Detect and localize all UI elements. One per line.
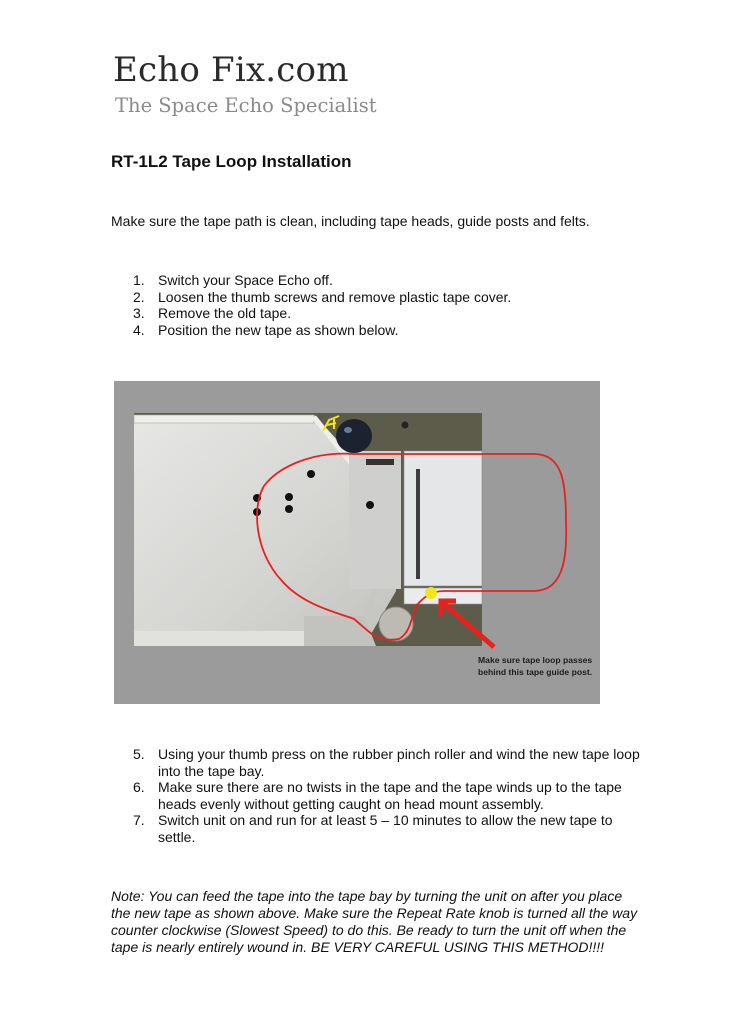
thumb-screw-knob: [336, 419, 372, 453]
step-item: [113, 812, 653, 845]
step-number: 5.: [133, 746, 145, 762]
screw-hole: [366, 501, 374, 509]
screw-hole: [402, 422, 409, 429]
step-text: Position the new tape as shown below.: [158, 321, 399, 338]
top-rail: [134, 415, 314, 423]
step-item: [113, 322, 653, 339]
step-item: [113, 746, 653, 779]
step-text: Remove the old tape.: [158, 305, 292, 321]
steps-list-after-photo: [113, 746, 653, 845]
tape-head: [366, 459, 394, 465]
photo-callout-text: Make sure tape loop passes behind this tape guide post.: [478, 655, 593, 677]
step-text: Loosen the thumb screws and remove plastic tape cover.: [158, 288, 512, 305]
step-item: [113, 779, 653, 812]
step-number: 4.: [133, 321, 145, 338]
step-item: [113, 305, 653, 322]
screw-hole: [285, 505, 293, 513]
right-plate-slot: [416, 469, 420, 579]
step-number: 1.: [133, 272, 145, 288]
head-assembly: [349, 451, 401, 589]
caution-note: Note: You can feed the tape into the tape bay by turning the unit on after you place the new tape as shown above. Make sure the Repeat Rate knob is turned all the way counter clockwise (Slowest Speed) to do this. Be ready to turn the unit off when the tape is nearly entirely wound in. BE VERY CAREFUL USING THIS METHOD!!!!: [111, 888, 638, 955]
right-tape-plate: [404, 451, 482, 586]
pinch-roller: [379, 607, 413, 641]
intro-paragraph: Make sure the tape path is clean, including tape heads, guide posts and felts.: [111, 213, 590, 229]
site-brand: Echo Fix.com: [113, 50, 349, 90]
screw-hole: [307, 470, 315, 478]
step-text: Using your thumb press on the rubber pinch roller and wind the new tape loop into the tape bay.: [158, 746, 640, 779]
step-number: 7.: [133, 812, 145, 828]
step-text: Switch your Space Echo off.: [158, 272, 333, 288]
site-tagline: The Space Echo Specialist: [115, 94, 377, 117]
step-number: 6.: [133, 779, 145, 795]
screw-hole: [285, 493, 293, 501]
step-item: [113, 272, 653, 289]
step-number: 3.: [133, 305, 145, 321]
step-number: 2.: [133, 288, 145, 305]
steps-list-before-photo: [113, 272, 653, 338]
tape-guide-post-marker: [425, 587, 437, 599]
document-title: RT-1L2 Tape Loop Installation: [111, 152, 352, 171]
knob-highlight: [344, 427, 352, 433]
roller-mount: [304, 616, 376, 646]
step-text: Make sure there are no twists in the tape and the tape winds up to the tape heads evenly without getting caught on head mount assembly.: [158, 779, 622, 812]
step-item: [113, 289, 653, 306]
step-text: Switch unit on and run for at least 5 – 10 minutes to allow the new tape to settle.: [158, 812, 613, 845]
